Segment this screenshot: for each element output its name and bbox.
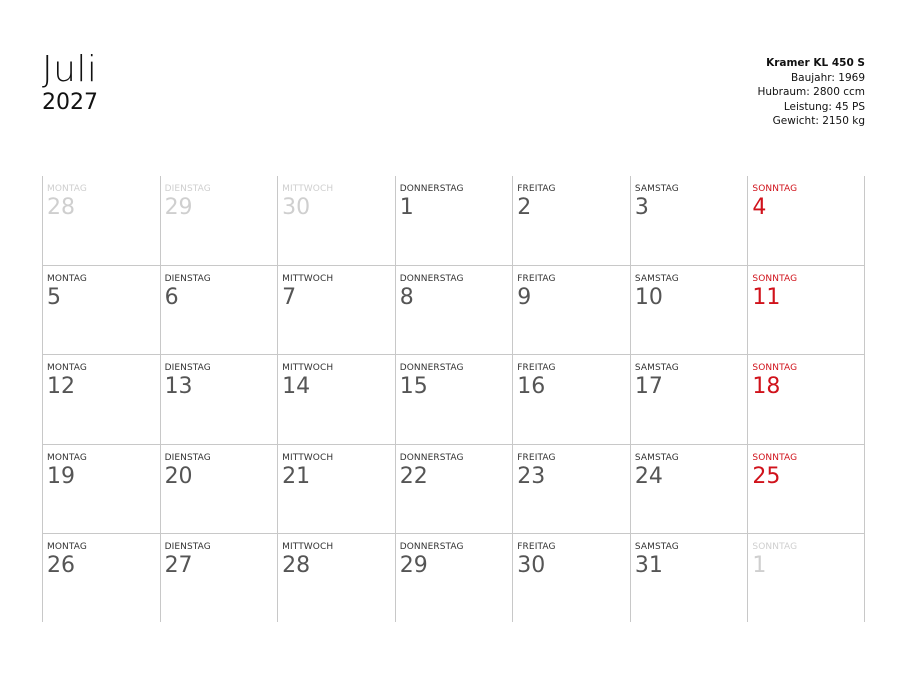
day-number: 2: [517, 195, 532, 220]
calendar-day-cell: [160, 265, 278, 354]
weekday-label: DIENSTAG: [164, 541, 211, 552]
weekday-label: DONNERSTAG: [399, 541, 464, 552]
calendar-day-cell: [277, 354, 395, 443]
day-number: 8: [399, 285, 414, 311]
day-number: 21: [282, 463, 311, 489]
calendar-day-cell: [630, 176, 748, 265]
calendar-day-cell: [747, 265, 865, 354]
calendar-day-cell: [630, 444, 748, 533]
calendar-day-cell: [160, 533, 278, 622]
weekday-label: FREITAG: [517, 363, 556, 374]
day-number: 10: [634, 285, 663, 311]
day-number: 6: [164, 285, 179, 311]
calendar-day-cell: [747, 533, 865, 622]
calendar-day-cell: [160, 444, 278, 533]
day-number: 22: [399, 463, 428, 489]
day-number: 16: [517, 374, 546, 400]
weekday-label: FREITAG: [517, 541, 556, 552]
weekday-label: FREITAG: [517, 452, 556, 463]
day-number: 27: [164, 552, 193, 578]
weekday-label: SAMSTAG: [634, 452, 679, 463]
calendar-grid: [42, 176, 865, 622]
calendar-day-cell: [160, 354, 278, 443]
calendar-day-cell: [512, 354, 630, 443]
day-number: 1: [752, 552, 767, 578]
vehicle-gewicht: Gewicht: 2150 kg: [772, 115, 865, 127]
calendar-day-cell: [42, 176, 160, 265]
day-number: 19: [47, 463, 75, 489]
weekday-label: MITTWOCH: [282, 452, 334, 463]
vehicle-title: Kramer KL 450 S: [766, 57, 865, 69]
weekday-label: MONTAG: [47, 452, 87, 463]
year-title: 2027: [42, 90, 98, 115]
weekday-label: MONTAG: [47, 184, 87, 194]
calendar-day-cell: [747, 444, 865, 533]
day-number: 25: [752, 463, 781, 489]
weekday-label: SONNTAG: [752, 274, 798, 285]
weekday-label: MONTAG: [47, 363, 87, 374]
day-number: 17: [634, 374, 663, 400]
day-number: 3: [634, 195, 649, 220]
calendar-day-cell: [747, 176, 865, 265]
day-number: 5: [47, 285, 61, 311]
day-number: 30: [282, 195, 311, 220]
weekday-label: DONNERSTAG: [399, 452, 464, 463]
weekday-label: SONNTAG: [752, 363, 798, 374]
day-number: 11: [752, 285, 781, 311]
weekday-label: DIENSTAG: [164, 184, 211, 194]
weekday-label: DIENSTAG: [164, 452, 211, 463]
day-number: 15: [399, 374, 428, 400]
calendar-day-cell: [277, 176, 395, 265]
day-number: 28: [47, 195, 75, 220]
calendar-day-cell: [630, 265, 748, 354]
vehicle-hubraum: Hubraum: 2800 ccm: [757, 86, 865, 98]
vehicle-info: [757, 56, 865, 129]
calendar-day-cell: [42, 354, 160, 443]
day-number: 4: [752, 195, 767, 220]
weekday-label: SONNTAG: [752, 541, 798, 552]
weekday-label: FREITAG: [517, 274, 556, 285]
weekday-label: SONNTAG: [752, 452, 798, 463]
weekday-label: MONTAG: [47, 541, 87, 552]
weekday-label: DIENSTAG: [164, 274, 211, 285]
calendar-day-cell: [42, 444, 160, 533]
vehicle-leistung: Leistung: 45 PS: [783, 100, 865, 113]
calendar-day-cell: [42, 533, 160, 622]
calendar-day-cell: [512, 533, 630, 622]
calendar-day-cell: [747, 354, 865, 443]
weekday-label: MITTWOCH: [282, 274, 334, 285]
calendar-day-cell: [42, 265, 160, 354]
weekday-label: SAMSTAG: [634, 541, 679, 552]
day-number: 1: [399, 195, 414, 220]
day-number: 18: [752, 374, 781, 400]
day-number: 13: [164, 374, 193, 400]
calendar-day-cell: [630, 354, 748, 443]
calendar-day-cell: [160, 176, 278, 265]
calendar-day-cell: [395, 444, 513, 533]
calendar-day-cell: [512, 176, 630, 265]
day-number: 29: [399, 552, 428, 578]
day-number: 7: [282, 285, 297, 311]
weekday-label: SAMSTAG: [634, 363, 679, 374]
weekday-label: DONNERSTAG: [399, 363, 464, 374]
weekday-label: SAMSTAG: [634, 274, 679, 285]
day-number: 31: [634, 552, 663, 578]
day-number: 14: [282, 374, 311, 400]
day-number: 26: [47, 552, 75, 578]
weekday-label: SAMSTAG: [634, 184, 679, 194]
vehicle-baujahr: Baujahr: 1969: [790, 71, 865, 84]
weekday-label: MITTWOCH: [282, 184, 334, 194]
weekday-label: DONNERSTAG: [399, 274, 464, 285]
calendar-day-cell: [395, 354, 513, 443]
day-number: 24: [634, 463, 663, 489]
day-number: 12: [47, 374, 75, 400]
calendar-day-cell: [512, 444, 630, 533]
calendar-day-cell: [395, 176, 513, 265]
calendar-day-cell: [277, 265, 395, 354]
day-number: 29: [164, 195, 193, 220]
day-number: 28: [282, 552, 311, 578]
day-number: 30: [517, 552, 546, 578]
calendar-day-cell: [277, 444, 395, 533]
weekday-label: SONNTAG: [752, 184, 798, 194]
calendar-day-cell: [512, 265, 630, 354]
weekday-label: DONNERSTAG: [399, 184, 464, 194]
weekday-label: DIENSTAG: [164, 363, 211, 374]
calendar-day-cell: [395, 265, 513, 354]
weekday-label: MITTWOCH: [282, 541, 334, 552]
day-number: 20: [164, 463, 193, 489]
day-number: 23: [517, 463, 546, 489]
month-title: Juli: [42, 49, 98, 90]
calendar-day-cell: [277, 533, 395, 622]
weekday-label: MONTAG: [47, 274, 87, 285]
calendar-day-cell: [395, 533, 513, 622]
day-number: 9: [517, 285, 532, 311]
weekday-label: FREITAG: [517, 184, 556, 194]
weekday-label: MITTWOCH: [282, 363, 334, 374]
calendar-day-cell: [630, 533, 748, 622]
